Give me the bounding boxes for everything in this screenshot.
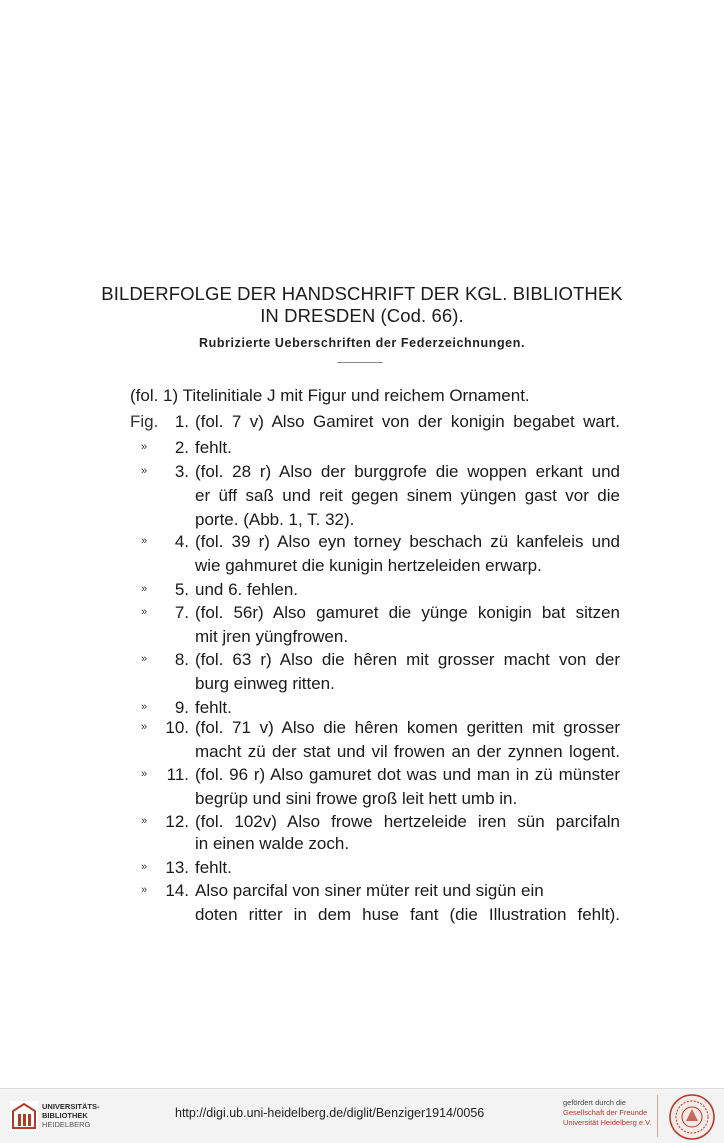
entry-text: (fol. 102v) Also frowe hertzeleide iren sün parcifaln	[195, 812, 620, 831]
entry-text: (fol. 7 v) Also Gamiret von der konigin begabet wart.	[195, 412, 620, 431]
entry-line	[0, 787, 724, 810]
entry-text: porte. (Abb. 1, T. 32).	[195, 510, 355, 529]
entry-number: 7.	[174, 603, 189, 622]
entry-number: 4.	[174, 532, 189, 551]
entry-line	[0, 672, 724, 695]
sponsor-line-1: Gesellschaft der Freunde	[563, 1108, 648, 1117]
entry-number: 9.	[174, 698, 189, 717]
entry-line	[0, 410, 724, 433]
entry-line	[0, 903, 724, 926]
ditto-mark: »	[141, 465, 148, 477]
sponsor-text	[563, 1098, 652, 1128]
entry-line	[0, 740, 724, 763]
entry-text: doten ritter in dem huse fant (die Illustration fehlt).	[195, 905, 620, 924]
ditto-mark: »	[141, 606, 148, 618]
ditto-mark: »	[141, 768, 148, 780]
entry-number: 13.	[165, 858, 189, 877]
entry-text: begrüp und sini frowe groß leit hett umb in.	[195, 789, 518, 808]
entry-text: fehlt.	[195, 698, 232, 717]
entry-text: (fol. 39 r) Also eyn torney beschach zü kanfeleis und	[195, 532, 620, 551]
entry-text: macht zü der stat und vil frowen an der zynnen logent.	[195, 742, 620, 761]
entry-line	[0, 856, 724, 879]
library-name-line-3: HEIDELBERG	[42, 1120, 91, 1129]
entry-line	[0, 601, 724, 624]
entry-line	[0, 810, 724, 833]
entry-text: burg einweg ritten.	[195, 674, 335, 693]
entry-text: (fol. 71 v) Also die hêren komen geritten mit grosser	[195, 718, 620, 737]
entry-number: 12.	[165, 812, 189, 831]
entry-number: 14.	[165, 881, 189, 900]
entry-text: wie gahmuret die kunigin hertzeleiden erwarp.	[195, 556, 542, 575]
entry-line	[0, 578, 724, 601]
footer-divider	[657, 1095, 658, 1137]
ditto-mark: »	[141, 721, 148, 733]
entry-number: 10.	[165, 718, 189, 737]
ditto-mark: »	[141, 653, 148, 665]
entry-line	[0, 716, 724, 739]
entry-line	[0, 436, 724, 459]
entry-line	[0, 508, 724, 531]
footer-bar	[0, 1088, 724, 1143]
page-subtitle: Rubrizierte Ueberschriften der Federzeichnungen.	[198, 336, 526, 350]
library-name-line-1: UNIVERSITÄTS-	[42, 1102, 100, 1111]
page-title-line-1: BILDERFOLGE DER HANDSCHRIFT DER KGL. BIBLIOTHEK	[101, 283, 623, 304]
ditto-mark: »	[141, 861, 148, 873]
library-name	[42, 1102, 100, 1129]
entry-text: mit jren yüngfrowen.	[195, 627, 349, 646]
entry-text: (fol. 56r) Also gamuret die yünge konigin bat sitzen	[195, 603, 620, 622]
entry-text: (fol. 63 r) Also die hêren mit grosser macht von der	[195, 650, 620, 669]
entry-text: (fol. 28 r) Also der burggrofe die woppen erkant und	[195, 462, 620, 481]
entry-line	[0, 763, 724, 786]
source-url-link[interactable]: http://digi.ub.uni-heidelberg.de/diglit/Benziger1914/0056	[175, 1106, 485, 1120]
entry-number: 3.	[174, 462, 189, 481]
entry-text: (fol. 1) Titelinitiale J mit Figur und reichem Ornament.	[130, 386, 530, 405]
entry-text: fehlt.	[195, 858, 232, 877]
ditto-mark: »	[141, 701, 148, 713]
entry-line	[0, 879, 724, 902]
entry-number: 1.	[174, 412, 189, 431]
ditto-mark: »	[141, 535, 148, 547]
entry-text: (fol. 96 r) Also gamuret dot was und man in zü münster	[195, 765, 620, 784]
figure-label: Fig.	[130, 412, 159, 431]
page-title-line-2: IN DRESDEN (Cod. 66).	[260, 305, 464, 326]
university-seal-icon	[668, 1093, 716, 1141]
entry-number: 2.	[174, 438, 189, 457]
entry-number: 5.	[174, 580, 189, 599]
entry-line	[0, 460, 724, 483]
entry-text: er üff saß und reit gegen sinem yüngen gast vor die	[195, 486, 620, 505]
library-logo-icon	[10, 1101, 38, 1131]
entry-line	[0, 384, 724, 407]
entry-line	[0, 625, 724, 648]
library-name-line-2: BIBLIOTHEK	[42, 1111, 88, 1120]
entry-number: 8.	[174, 650, 189, 669]
entry-line	[0, 554, 724, 577]
sponsor-line-2: Universität Heidelberg e.V.	[563, 1118, 652, 1127]
ditto-mark: »	[141, 583, 148, 595]
sponsor-label: gefördert durch die	[563, 1098, 626, 1107]
ditto-mark: »	[141, 884, 148, 896]
entry-line	[0, 648, 724, 671]
ditto-mark: »	[141, 815, 148, 827]
ornamental-divider	[337, 362, 383, 363]
entry-number: 11.	[166, 765, 189, 784]
entry-text: und 6. fehlen.	[195, 580, 299, 599]
entry-text: in einen walde zoch.	[195, 834, 350, 853]
entry-text: Also parcifal von siner müter reit und sigün ein	[195, 881, 544, 900]
entry-line	[0, 832, 724, 855]
ditto-mark: »	[141, 441, 148, 453]
entry-line	[0, 484, 724, 507]
entry-line	[0, 530, 724, 553]
entry-text: fehlt.	[195, 438, 232, 457]
